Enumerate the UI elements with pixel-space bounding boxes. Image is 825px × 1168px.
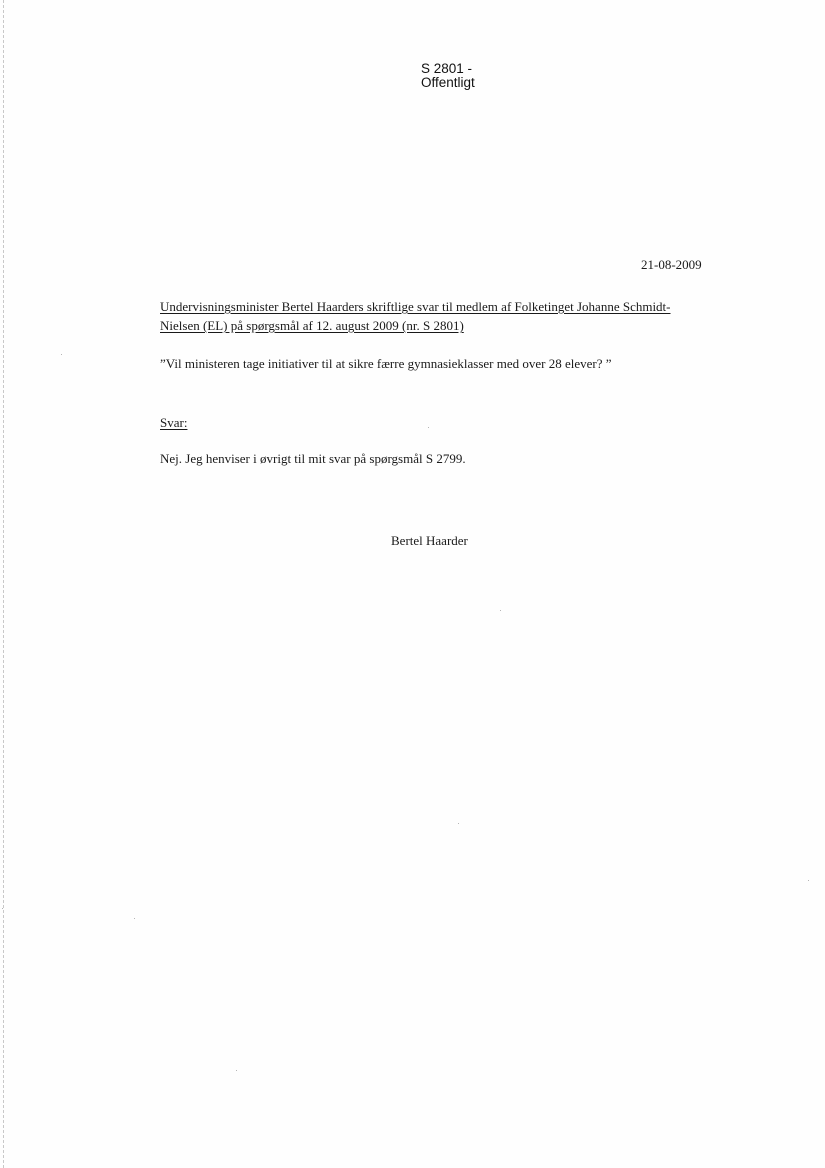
scan-speck bbox=[134, 918, 135, 919]
signature: Bertel Haarder bbox=[391, 533, 468, 548]
scan-speck bbox=[61, 354, 62, 355]
document-stamp bbox=[421, 62, 475, 90]
question-text: ”Vil ministeren tage initiativer til at sikre færre gymnasieklasser med over 28 elever? ” bbox=[160, 356, 612, 371]
scan-speck bbox=[428, 427, 429, 428]
scan-edge bbox=[3, 0, 4, 1168]
scan-speck bbox=[808, 880, 809, 881]
stamp-status: Offentligt bbox=[421, 75, 475, 90]
answer-label: Svar: bbox=[160, 415, 188, 430]
scan-speck bbox=[458, 823, 459, 824]
document-date: 21-08-2009 bbox=[641, 257, 702, 272]
document-heading: Undervisningsminister Bertel Haarders skriftlige svar til medlem af Folketinget Johanne Schmidt-Nielsen (EL) på spørgsmål af 12. august 2009 (nr. S 2801) bbox=[160, 299, 671, 333]
scan-speck bbox=[2, 908, 3, 909]
scan-speck bbox=[500, 610, 501, 611]
scan-speck bbox=[236, 1070, 237, 1071]
stamp-number: S 2801 - bbox=[421, 61, 473, 76]
answer-text: Nej. Jeg henviser i øvrigt til mit svar på spørgsmål S 2799. bbox=[160, 451, 466, 466]
